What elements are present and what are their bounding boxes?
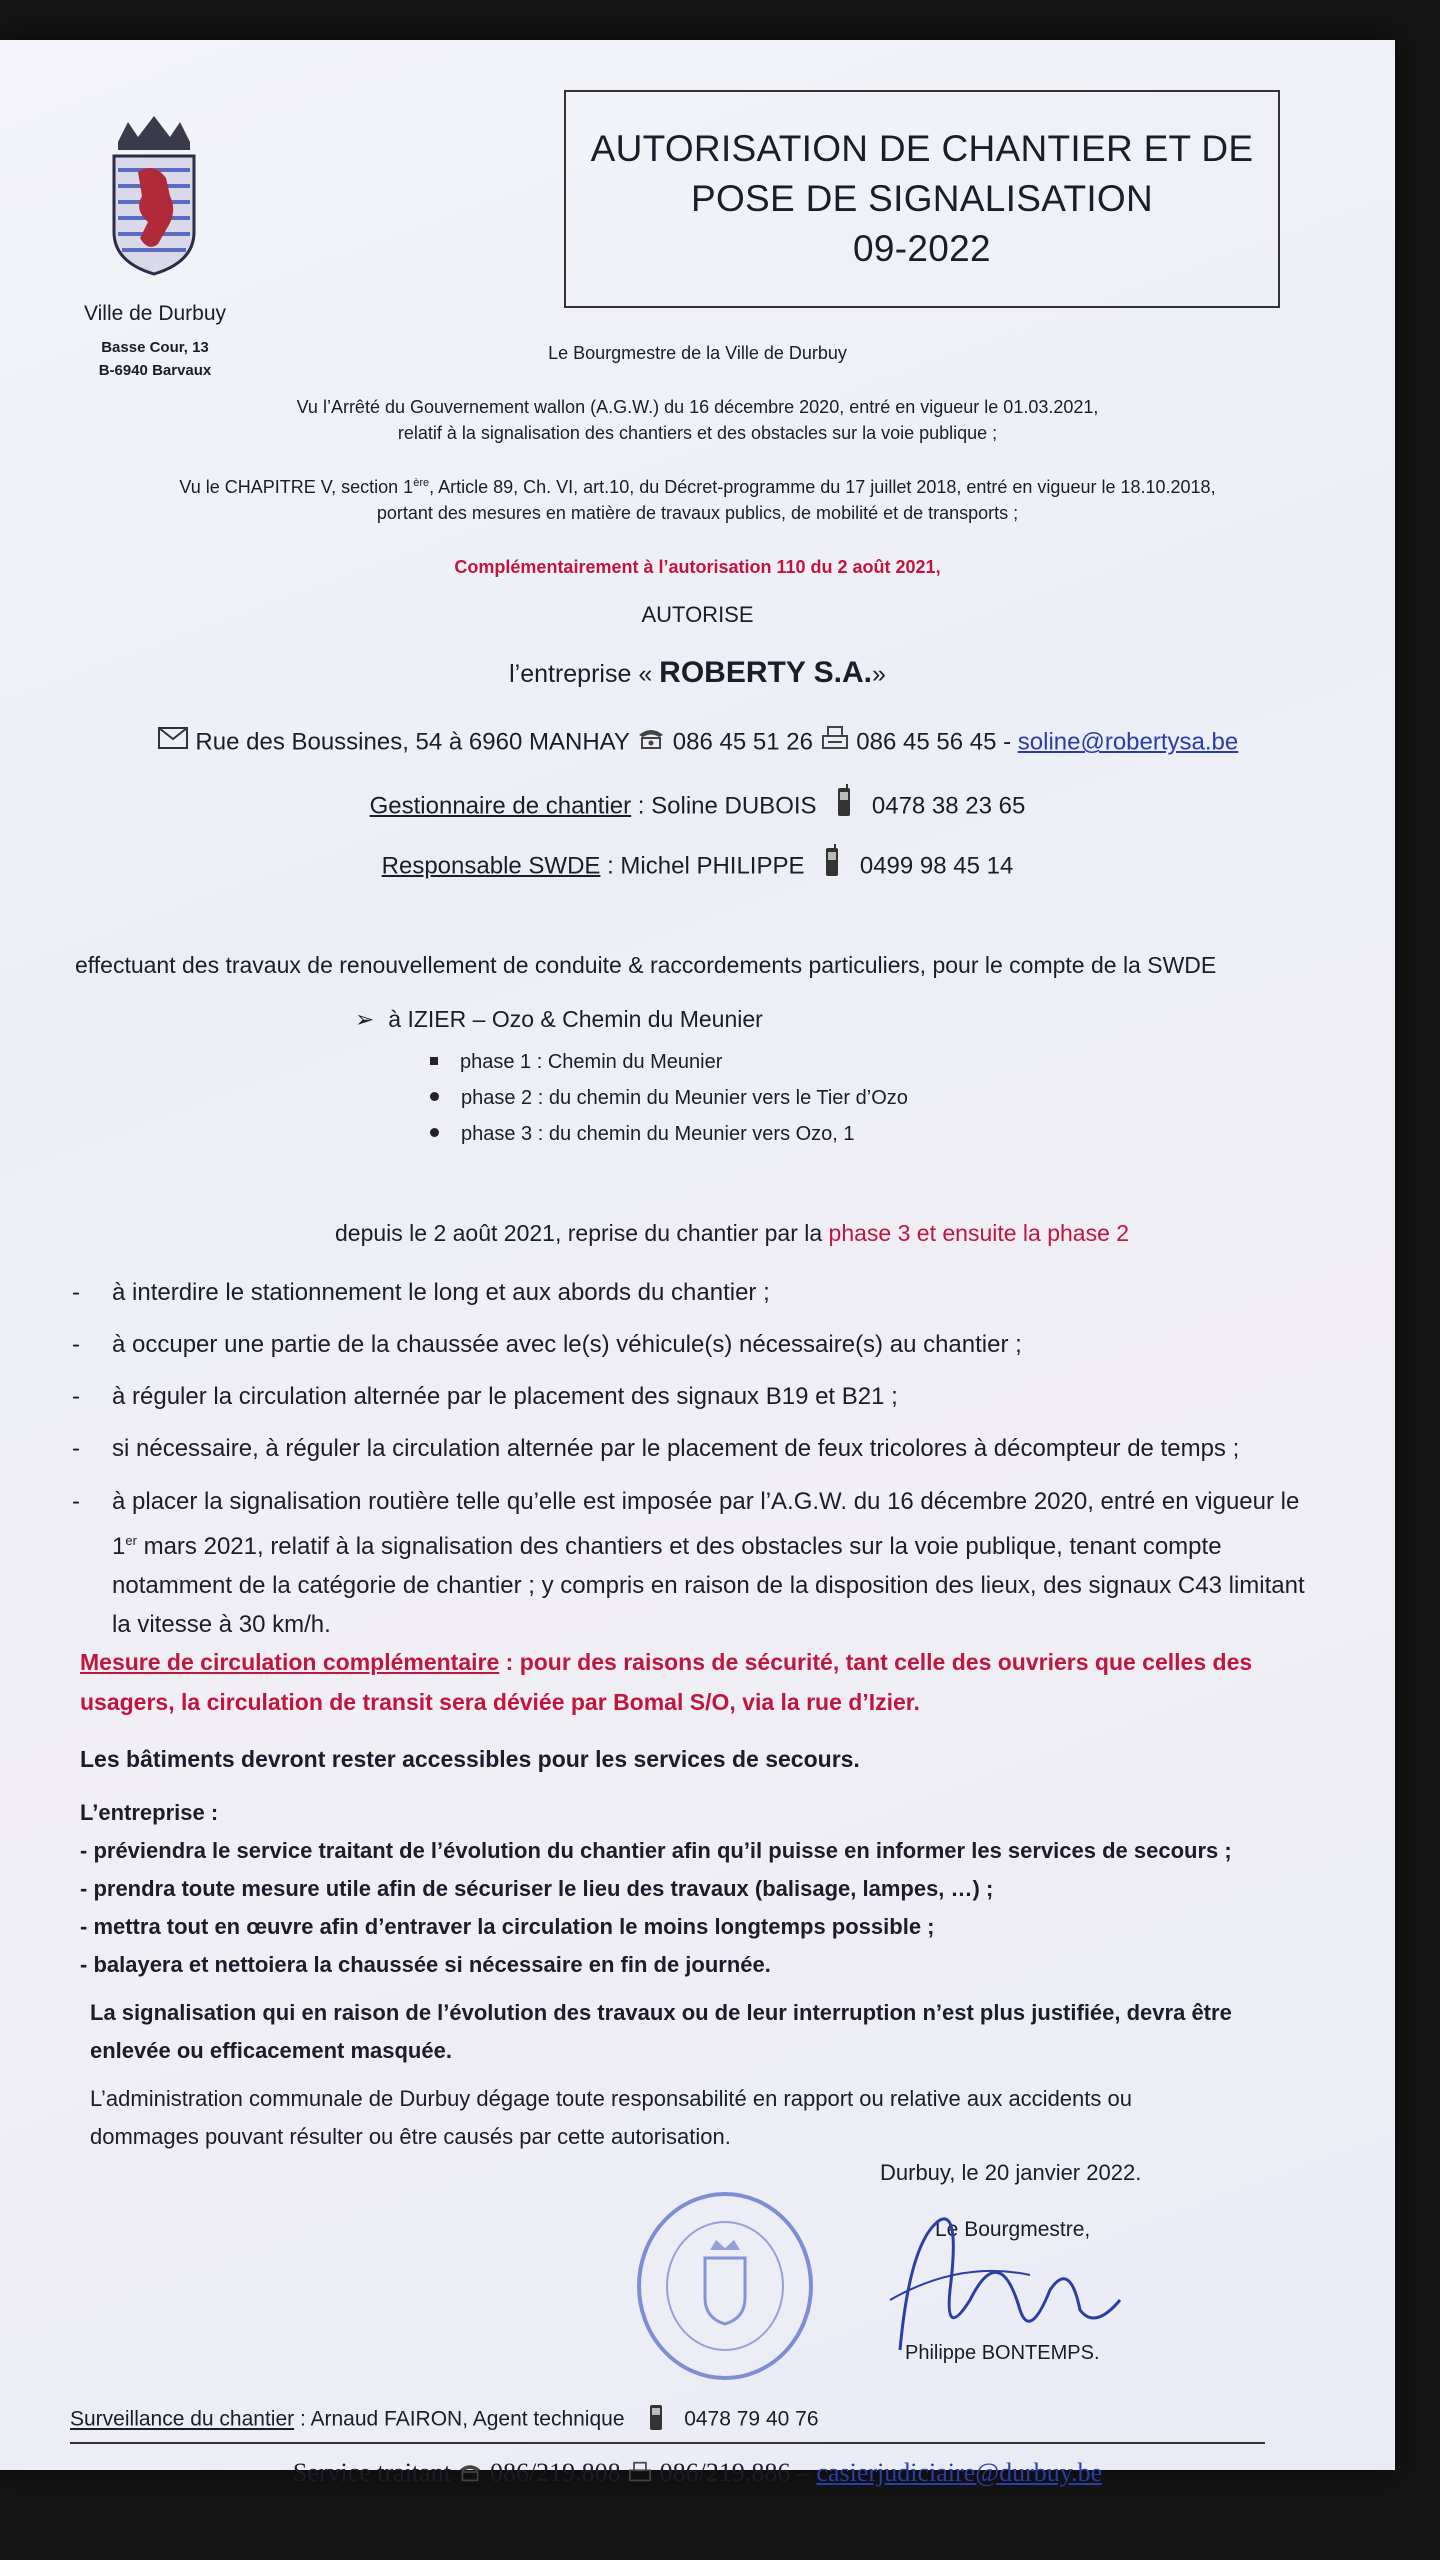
measure-item: - à occuper une partie de la chaussée avec le(s) véhicule(s) nécessaire(s) au chantier ; xyxy=(72,1331,1022,1358)
measure-item: - si nécessaire, à réguler la circulation alternée par le placement de feux tricolores à décompteur de temps ; xyxy=(72,1435,1240,1462)
obligation-item: - balayera et nettoiera la chaussée si nécessaire en fin de journée. xyxy=(80,1952,771,1977)
obligations-heading: L’entreprise : xyxy=(80,1800,219,1825)
vu-decret-line-2: portant des mesures en matière de travaux publics, de mobilité et de transports ; xyxy=(376,503,1019,523)
batiments-line: Les bâtiments devront rester accessibles pour les services de secours. xyxy=(80,1746,860,1772)
obligation-item: - mettra tout en œuvre afin d’entraver la circulation le moins longtemps possible ; xyxy=(80,1914,935,1939)
durbuy-crest-logo xyxy=(108,112,200,302)
arrow-bullet-icon: ➢ xyxy=(355,1006,375,1032)
gestionnaire-line xyxy=(0,784,1395,830)
mesure-complementaire: Mesure de circulation complémentaire : pour des raisons de sécurité, tant celle des ouvriers que celles des usagers, la circulation de transit sera déviée par Bomal S/O, via la rue d’Izier. xyxy=(80,1649,1253,1715)
signature-role: Le Bourgmestre, xyxy=(935,2218,1091,2241)
phase-item: phase 3 : du chemin du Meunier vers Ozo, 1 xyxy=(430,1116,908,1152)
autorise-heading: AUTORISE xyxy=(641,602,754,627)
company-phone: 086 45 51 26 xyxy=(672,728,813,756)
service-fax: 086/219.886 xyxy=(659,2458,791,2487)
vu-agw-line-1: Vu l’Arrêté du Gouvernement wallon (A.G.W.) du 16 décembre 2020, entré en vigueur le 01.03.2021, xyxy=(296,397,1099,417)
obligation-item: - prendra toute mesure utile afin de sécuriser le lieu des travaux (balisage, lampes, …) ; xyxy=(80,1876,994,1901)
swde-line xyxy=(0,844,1395,890)
city-address-street: Basse Cour, 13 xyxy=(101,339,209,356)
dot-bullet-icon xyxy=(430,1128,439,1137)
swde-label: Responsable SWDE xyxy=(381,852,601,880)
mobile-phone-icon xyxy=(648,2402,664,2438)
city-name: Ville de Durbuy xyxy=(83,302,227,325)
signalisation-paragraph: La signalisation qui en raison de l’évolution des travaux ou de leur interruption n’est plus justifiée, devra être enlevée ou efficacement masquée. xyxy=(90,2000,1232,2063)
phases-list xyxy=(430,1044,908,1152)
signatory-name: Philippe BONTEMPS. xyxy=(905,2342,1100,2364)
mesure-label: Mesure de circulation complémentaire xyxy=(80,1649,500,1675)
works-description: effectuant des travaux de renouvellement de conduite & raccordements particuliers, pour le compte de la SWDE xyxy=(75,952,1217,978)
vu-decret-line-1: Vu le CHAPITRE V, section 1ère, Article 89, Ch. VI, art.10, du Décret-programme du 17 juillet 2018, entré en vigueur le 18.10.2018, xyxy=(179,477,1216,497)
company-contact-line: Rue des Boussines, 54 à 6960 MANHAY 086 45 51 26 086 45 56 45 - soline@robertysa.be xyxy=(0,724,1395,762)
square-bullet-icon xyxy=(430,1057,438,1065)
complement-line: Complémentairement à l’autorisation 110 du 2 août 2021, xyxy=(454,557,941,577)
measure-item: - à réguler la circulation alternée par le placement des signaux B19 et B21 ; xyxy=(72,1383,898,1410)
vu-agw-line-2: relatif à la signalisation des chantiers et des obstacles sur la voie publique ; xyxy=(397,423,998,443)
admin-paragraph: L’administration communale de Durbuy dégage toute responsabilité en rapport ou relative aux accidents ou dommages pouvant résulter ou être causés par cette autorisation. xyxy=(90,2086,1132,2149)
document-title-box xyxy=(564,90,1280,308)
mobile-phone-icon xyxy=(835,784,853,830)
surveillance-phone: 0478 79 40 76 xyxy=(684,2407,819,2431)
gestionnaire-phone: 0478 38 23 65 xyxy=(871,792,1026,820)
vu-decret xyxy=(0,470,1395,526)
gestionnaire-label: Gestionnaire de chantier xyxy=(369,792,632,820)
city-address-postal: B-6940 Barvaux xyxy=(98,362,212,379)
authorization-document xyxy=(0,40,1395,2487)
surveillance-line xyxy=(70,2402,819,2438)
service-traitant-line: Service traitant 086/219.808 086/219.886 – casierjudiciaire@durbuy.be xyxy=(0,2458,1395,2490)
phase-item: phase 1 : Chemin du Meunier xyxy=(430,1044,908,1080)
fax-icon xyxy=(820,725,850,761)
works-location: ➢ à IZIER – Ozo & Chemin du Meunier xyxy=(355,1006,763,1032)
mail-envelope-icon xyxy=(157,724,189,762)
company-email-link[interactable]: soline@robertysa.be xyxy=(1017,728,1239,756)
surveillance-label: Surveillance du chantier xyxy=(70,2407,295,2431)
fax-icon xyxy=(627,2460,653,2490)
reprise-line: depuis le 2 août 2021, reprise du chantier par la phase 3 et ensuite la phase 2 xyxy=(335,1220,1130,1246)
surveillance-person: : Arnaud FAIRON, Agent technique xyxy=(294,2407,625,2431)
service-label: Service traitant xyxy=(292,2458,451,2487)
swde-phone: 0499 98 45 14 xyxy=(859,852,1014,880)
entreprise-line: l’entreprise « ROBERTY S.A.» xyxy=(509,656,886,689)
entreprise-obligations xyxy=(80,1794,1232,1984)
telephone-icon xyxy=(457,2460,483,2490)
company-address: Rue des Boussines, 54 à 6960 MANHAY xyxy=(195,728,630,756)
telephone-icon xyxy=(636,725,666,761)
measure-item: - à placer la signalisation routière telle qu’elle est imposée par l’A.G.W. du 16 décembre 2020, entré en vigueur le 1er mars 2021, relatif à la signalisation des chantiers et des obstacles sur la voie publique, tenant compte notamment de la catégorie de chantier ; y compris en raison de la disposition des lieux, des signaux C43 limitant la vitesse à 30 km/h. xyxy=(72,1488,1305,1638)
service-email-link[interactable]: casierjudiciaire@durbuy.be xyxy=(816,2458,1103,2487)
gestionnaire-name: : Soline DUBOIS xyxy=(637,792,817,820)
signature-date: Durbuy, le 20 janvier 2022. xyxy=(880,2160,1142,2185)
title-line-2: POSE DE SIGNALISATION xyxy=(690,178,1154,219)
vu-agw xyxy=(0,394,1395,446)
bourgmestre-line: Le Bourgmestre de la Ville de Durbuy xyxy=(548,343,847,363)
service-phone: 086/219.808 xyxy=(489,2458,621,2487)
measure-item: - à interdire le stationnement le long et aux abords du chantier ; xyxy=(72,1279,770,1306)
phase-item: phase 2 : du chemin du Meunier vers le Tier d’Ozo xyxy=(430,1080,908,1116)
dot-bullet-icon xyxy=(430,1092,439,1101)
title-line-3: 09-2022 xyxy=(853,228,991,269)
obligation-item: - préviendra le service traitant de l’évolution du chantier afin qu’il puisse en informer les services de secours ; xyxy=(80,1838,1232,1863)
title-line-1: AUTORISATION DE CHANTIER ET DE xyxy=(590,128,1254,169)
swde-name: : Michel PHILIPPE xyxy=(607,852,805,880)
footer-divider xyxy=(70,2442,1265,2444)
entreprise-name: ROBERTY S.A. xyxy=(659,656,872,689)
company-fax: 086 45 56 45 xyxy=(856,728,997,756)
municipal-seal-stamp xyxy=(632,2188,818,2384)
mobile-phone-icon xyxy=(823,844,841,890)
